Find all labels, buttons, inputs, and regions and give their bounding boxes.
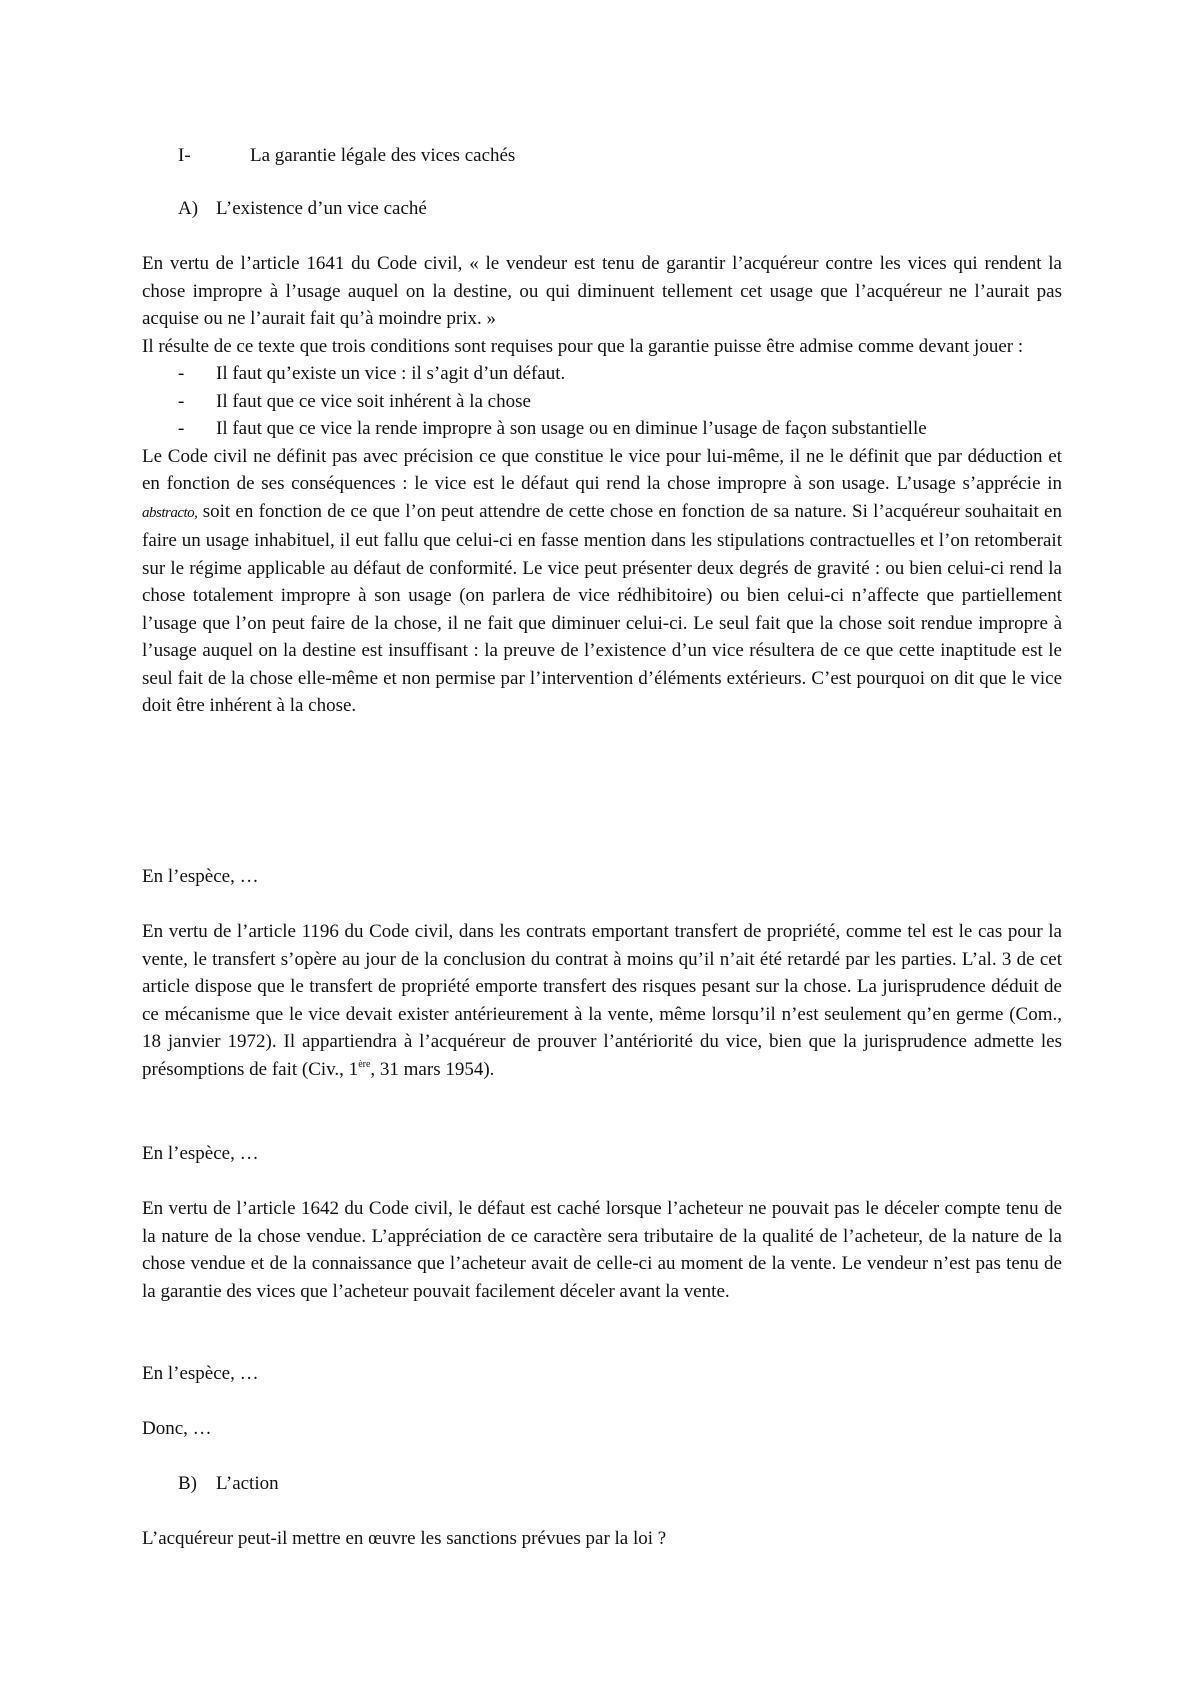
paragraph-article-1642: En vertu de l’article 1642 du Code civil, le défaut est caché lorsque l’acheteur ne pouvait pas le déceler compte tenu de la nature de la chose vendue. L’appréciation de ce caractère sera tributaire de la qualité de l’acheteur, de la nature de la chose vendue et de la connaissance que l’acheteur avait de celle-ci au moment de la vente. Le vendeur n’est pas tenu de la garantie des vices que l’acheteur pouvait facilement déceler avant la vente. (142, 1198, 1062, 1302)
subsection-number: A) (178, 198, 199, 219)
list-item: - Il faut que ce vice la rende impropre à son usage ou en diminue l’usage de façon substantielle (142, 415, 1062, 443)
paragraph-conditions-intro: Il résulte de ce texte que trois conditions sont requises pour que la garantie puisse être admise comme devant jouer : (142, 335, 1024, 357)
question-line (142, 1525, 1062, 1553)
dash-bullet: - (178, 363, 185, 384)
section-number: I- (178, 145, 191, 166)
body-block-1 (142, 250, 1062, 720)
subsection-title: L’action (216, 1473, 279, 1494)
subsection-number: B) (178, 1473, 197, 1494)
conditions-list (142, 360, 1062, 443)
list-item: - Il faut qu’existe un vice : il s’agit d’un défaut. (142, 360, 1062, 388)
paragraph-question: L’acquéreur peut-il mettre en œuvre les sanctions prévues par la loi ? (142, 1528, 667, 1549)
superscript: ère (358, 1058, 371, 1070)
list-item: - Il faut que ce vice soit inhérent à la chose (142, 388, 1062, 416)
donc-line: Donc, … (142, 1418, 212, 1439)
espece-line-1: En l’espèce, … (142, 866, 259, 887)
dash-bullet: - (178, 418, 185, 439)
section-heading-i (178, 142, 778, 170)
subsection-heading-a (178, 195, 778, 223)
paragraph-article-1196: En vertu de l’article 1196 du Code civil, dans les contrats emportant transfert de propriété, comme tel est le cas pour la vente, le transfert s’opère au jour de la conclusion du contrat à moins qu’il n’ait été retardé par les parties. L’al. 3 de cet article dispose que le transfert de propriété emporte transfert des risques pesant sur la chose. La jurisprudence déduit de ce mécanisme que le vice devait exister antérieurement à la vente, même lorsqu’il n’est seulement qu’en germe (Com., 18 janvier 1972). Il appartiendra à l’acquéreur de prouver l’antériorité du vice, bien que la jurisprudence admette les présomptions de fait (Civ., 1ère, 31 mars 1954). (142, 921, 1062, 1080)
section-title: La garantie légale des vices cachés (250, 145, 516, 166)
espece-line-2: En l’espèce, … (142, 1143, 259, 1164)
subsection-heading-b (178, 1470, 778, 1498)
subsection-title: L’existence d’un vice caché (216, 198, 427, 219)
paragraph-vice-definition: Le Code civil ne définit pas avec précision ce que constitue le vice pour lui-même, il ne le définit que par déduction et en fonction de ses conséquences : le vice est le défaut qui rend la chose impropre à son usage. L’usage s’apprécie in abstracto, soit en fonction de ce que l’on peut attendre de cette chose en fonction de sa nature. Si l’acquéreur souhaitait en faire un usage inhabituel, il eut fallu que celui-ci en fasse mention dans les stipulations contractuelles et l’on retomberait sur le régime applicable au défaut de conformité. Le vice peut présenter deux degrés de gravité : ou bien celui-ci rend la chose totalement impropre à son usage (on parlera de vice rédhibitoire) ou bien celui-ci n’affecte que partiellement l’usage que l’on peut faire de la chose, il ne fait que diminuer celui-ci. Le seul fait que la chose soit rendue impropre à l’usage auquel on la destine est insuffisant : la preuve de l’existence d’un vice résultera de ce que cette inaptitude est le seul fait de la chose elle-même et non permise par l’intervention d’éléments extérieurs. C’est pourquoi on dit que le vice doit être inhérent à la chose. (142, 445, 1062, 716)
body-block-2 (142, 918, 1062, 1083)
espece-line-3: En l’espèce, … (142, 1363, 259, 1384)
paragraph-article-1641: En vertu de l’article 1641 du Code civil, « le vendeur est tenu de garantir l’acquéreur contre les vices qui rendent la chose impropre à l’usage auquel on la destine, ou qui diminuent tellement cet usage que l’acquéreur ne l’aurait pas acquise ou ne l’aurait fait qu’à moindre prix. » (142, 253, 1062, 329)
body-block-3 (142, 1195, 1062, 1305)
italic-abstracto: abstracto, (142, 504, 198, 521)
dash-bullet: - (178, 390, 185, 412)
